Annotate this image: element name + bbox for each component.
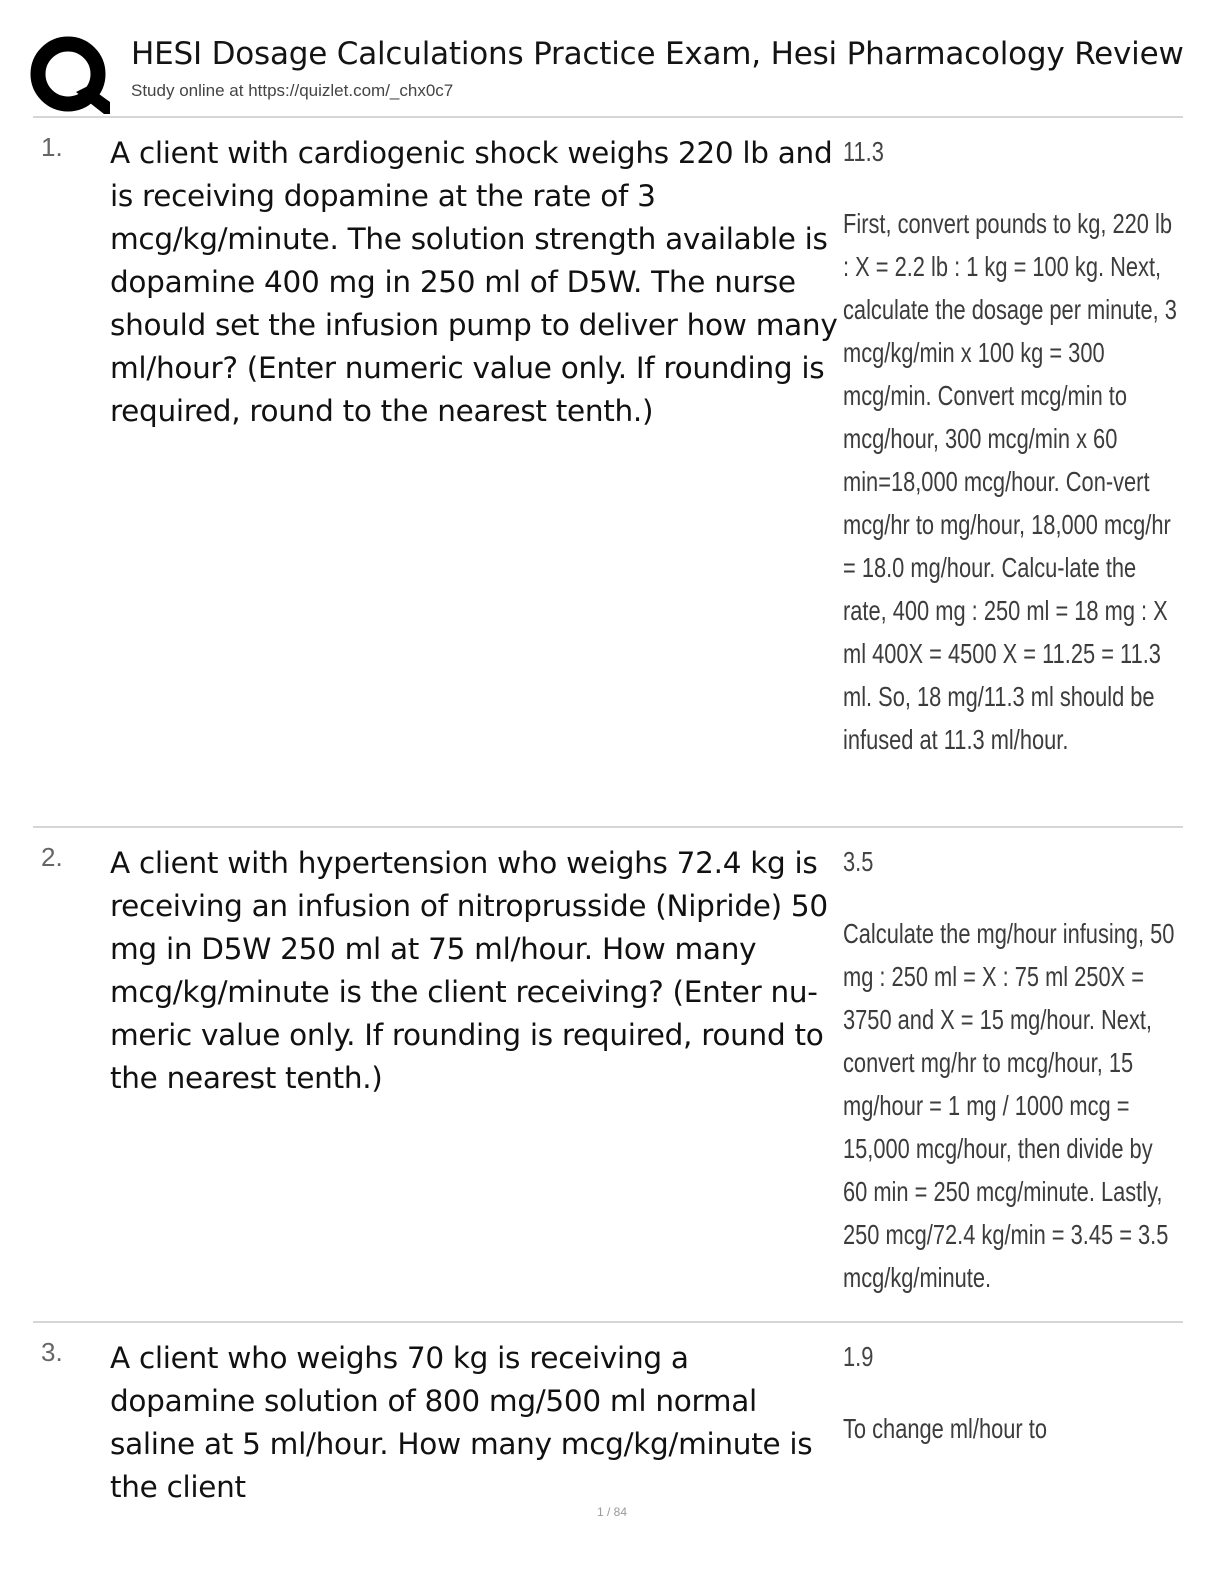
card-answer: 11.3 xyxy=(843,136,884,167)
card-number: 3. xyxy=(41,1337,63,1367)
card-question: A client who weighs 70 kg is receiving a dopamine solution of 800 mg/500 ml normal saline at 5 ml/hour. How many mcg/kg/minute is the client xyxy=(110,1341,813,1504)
divider xyxy=(33,116,1183,118)
card-explanation: First, convert pounds to kg, 220 lb : X = 2.2 lb : 1 kg = 100 kg. Next, calculate the dosage per minute, 3 mcg/kg/min x 100 kg = 300 mcg/min. Convert mcg/min to mcg/hour, 300 mcg/min x 60 min=18,000 mcg/hour. Con-vert mcg/hr to mg/hour, 18,000 mcg/hr = 18.0 mg/hour. Calcu-late the rate, 400 mg : 250 ml = 18 mg : X ml 400X = 4500 X = 11.25 = 11.3 ml. So, 18 mg/11.3 ml should be infused at 11.3 ml/hour. xyxy=(843,208,1177,755)
card-question: A client with hypertension who weighs 72.4 kg is receiving an infusion of nitroprusside (Nipride) 50 mg in D5W 250 ml at 75 ml/hour. How many mcg/kg/minute is the client receiving? (Enter nu-meric value only. If rounding is required, round to the nearest tenth.) xyxy=(110,846,828,1095)
card-explanation: Calculate the mg/hour infusing, 50 mg : 250 ml = X : 75 ml 250X = 3750 and X = 15 mg/hour. Next, convert mg/hr to mcg/hour, 15 mg/hour = 1 mg / 1000 mcg = 15,000 mcg/hour, then divide by 60 min = 250 mcg/minute. Lastly, 250 mcg/72.4 kg/min = 3.45 = 3.5 mcg/kg/minute. xyxy=(843,918,1175,1293)
page-number: 1 / 84 xyxy=(596,1505,628,1519)
card-explanation: To change ml/hour to xyxy=(843,1413,1047,1444)
page-title: HESI Dosage Calculations Practice Exam, Hesi Pharmacology Review xyxy=(131,36,1184,72)
card-question: A client with cardiogenic shock weighs 220 lb and is receiving dopamine at the rate of 3 mcg/kg/minute. The solution strength available is dopamine 400 mg in 250 ml of D5W. The nurse should set the infusion pump to deliver how many ml/hour? (Enter numeric value only. If rounding is required, round to the nearest tenth.) xyxy=(110,136,838,428)
divider xyxy=(33,826,1183,828)
divider xyxy=(33,1321,1183,1323)
card-number: 1. xyxy=(41,132,63,162)
card-answer: 3.5 xyxy=(843,846,874,877)
quizlet-q-logo-icon xyxy=(30,36,110,116)
page-header xyxy=(30,30,1190,120)
card-number: 2. xyxy=(41,842,63,872)
card-answer: 1.9 xyxy=(843,1341,874,1372)
study-online-link[interactable]: Study online at https://quizlet.com/_chx0c7 xyxy=(131,81,454,100)
